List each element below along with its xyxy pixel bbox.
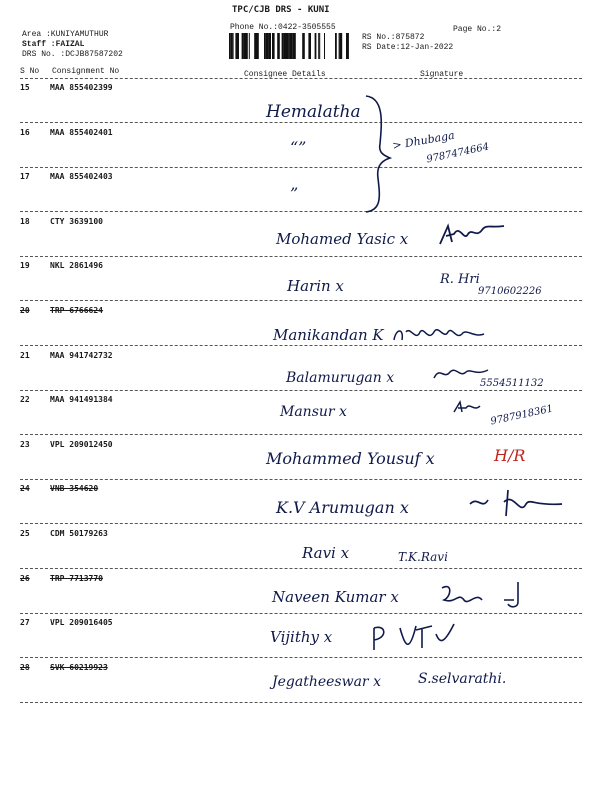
- handwritten-name-26: Naveen Kumar x: [272, 588, 399, 606]
- handwritten-name-25: Ravi x: [302, 544, 350, 562]
- consignment-number: CDM 50179263: [50, 529, 108, 538]
- handwritten-name-20: Manikandan K: [273, 326, 384, 344]
- row-divider: [20, 568, 582, 569]
- consignment-number: MAA 941742732: [50, 350, 113, 360]
- row-divider: [20, 300, 582, 301]
- signature-28: S.selvarathi.: [418, 671, 507, 687]
- consignment-number: TRP 7713770: [50, 573, 103, 583]
- row-divider: [20, 523, 582, 524]
- row-number: 16: [20, 127, 30, 137]
- signature-25: T.K.Ravi: [398, 550, 448, 564]
- consignment-number: MAA 941491384: [50, 395, 113, 405]
- barcode-bar: [233, 33, 234, 59]
- consignment-number: TRP 6766624: [50, 306, 103, 315]
- barcode-bar: [264, 33, 266, 59]
- consignment-number: VPL 209012450: [50, 439, 113, 449]
- handwritten-name-24: K.V Arumugan x: [276, 498, 409, 517]
- area-label: Area :KUNIYAMUTHUR: [22, 30, 109, 39]
- handwritten-ditto-17: ”: [290, 184, 299, 203]
- barcode-bar: [346, 33, 349, 59]
- col-signature: Signature: [420, 70, 464, 79]
- signature-27: [370, 620, 460, 654]
- barcode: [229, 33, 349, 59]
- barcode-bar: [339, 33, 340, 59]
- signature-19: R. Hri: [440, 272, 480, 287]
- barcode-bar: [302, 33, 305, 59]
- barcode-bar: [231, 33, 233, 59]
- row-number: 17: [20, 172, 30, 182]
- col-consignment: Consignment No: [52, 67, 120, 76]
- row-number: 18: [20, 216, 30, 226]
- row-divider: [20, 613, 582, 614]
- consignment-number: MAA 855402401: [50, 127, 113, 137]
- signature-26: [438, 580, 528, 610]
- handwritten-name-23: Mohammed Yousuf x: [266, 449, 435, 468]
- barcode-bar: [256, 33, 257, 59]
- row-number: 27: [20, 618, 30, 628]
- handwritten-name-27: Vijithy x: [270, 628, 333, 646]
- row-number: 25: [20, 529, 30, 538]
- row-number: 28: [20, 662, 30, 672]
- barcode-bar: [229, 33, 231, 59]
- barcode-bar: [272, 33, 275, 59]
- barcode-bar: [257, 33, 259, 59]
- row-number: 20: [20, 306, 30, 315]
- signature-18: [438, 220, 508, 250]
- rs-date: RS Date:12-Jan-2022: [362, 43, 454, 52]
- row-divider: [20, 211, 582, 212]
- row-number: 22: [20, 395, 30, 405]
- col-consignee: Consignee Details: [244, 70, 326, 79]
- row-divider: [20, 345, 582, 346]
- row-divider: [20, 390, 582, 391]
- barcode-bar: [282, 33, 284, 59]
- handwritten-name-21: Balamurugan x: [286, 370, 395, 386]
- row-divider: [20, 122, 582, 123]
- signature-20: [390, 322, 490, 346]
- handwritten-bracket: [362, 92, 392, 214]
- consignment-number: SVK 60219923: [50, 662, 108, 672]
- consignment-number: CTY 3639100: [50, 216, 103, 226]
- handwritten-name-28: Jegatheeswar x: [272, 674, 381, 690]
- rs-number: RS No.:875872: [362, 33, 425, 42]
- consignment-number: VPL 209016405: [50, 618, 113, 628]
- col-sno: S No: [20, 67, 40, 76]
- row-number: 26: [20, 573, 30, 583]
- row-number: 24: [20, 484, 30, 494]
- handwritten-phone-22: 9787918361: [489, 403, 555, 428]
- barcode-bar: [324, 33, 325, 59]
- barcode-bar: [238, 33, 239, 59]
- barcode-bar: [286, 33, 289, 59]
- consignment-number: VNB 354620: [50, 484, 99, 494]
- barcode-bar: [283, 33, 286, 59]
- handwritten-receiver-16: > Dhubaga: [391, 128, 456, 153]
- row-divider: [20, 256, 582, 257]
- barcode-bar: [277, 33, 280, 59]
- barcode-bar: [249, 33, 250, 59]
- barcode-bar: [290, 33, 293, 59]
- signature-22: [452, 400, 482, 416]
- barcode-bar: [254, 33, 256, 59]
- barcode-bar: [319, 33, 320, 59]
- signature-23: H/R: [494, 446, 526, 465]
- barcode-bar: [243, 33, 246, 59]
- row-number: 23: [20, 439, 30, 449]
- drs-number: DRS No. :DCJB87587202: [22, 50, 123, 59]
- consignment-number: MAA 855402399: [50, 83, 113, 92]
- row-number: 21: [20, 350, 30, 360]
- handwritten-name-15: Hemalatha: [266, 102, 361, 122]
- barcode-bar: [294, 33, 296, 59]
- barcode-bar: [340, 33, 343, 59]
- phone-number: Phone No.:0422-3505555: [230, 23, 336, 32]
- handwritten-name-19: Harin x: [287, 277, 344, 295]
- row-divider: [20, 434, 582, 435]
- staff-label: Staff :FAIZAL: [22, 40, 85, 49]
- barcode-bar: [335, 33, 337, 59]
- handwritten-name-22: Mansur x: [280, 404, 347, 420]
- handwritten-phone-21: 5554511132: [480, 378, 544, 389]
- handwritten-name-18: Mohamed Yasic x: [276, 230, 409, 248]
- barcode-bar: [242, 33, 244, 59]
- row-divider: [20, 479, 582, 480]
- barcode-bar: [315, 33, 317, 59]
- document-title: TPC/CJB DRS - KUNI: [232, 5, 330, 15]
- barcode-bar: [318, 33, 319, 59]
- signature-24: [468, 486, 564, 520]
- header-divider: [20, 78, 582, 79]
- handwritten-phone-16: 9787474664: [425, 141, 491, 166]
- consignment-number: MAA 855402403: [50, 172, 113, 182]
- barcode-bar: [268, 33, 271, 59]
- barcode-bar: [308, 33, 311, 59]
- row-divider: [20, 702, 582, 703]
- row-number: 19: [20, 261, 30, 271]
- barcode-bar: [266, 33, 269, 59]
- barcode-bar: [235, 33, 238, 59]
- row-divider: [20, 167, 582, 168]
- consignment-number: NKL 2861496: [50, 261, 103, 271]
- row-divider: [20, 657, 582, 658]
- handwritten-phone-19: 9710602226: [478, 286, 542, 297]
- barcode-bar: [292, 33, 294, 59]
- barcode-bar: [289, 33, 290, 59]
- handwritten-ditto-16: “”: [290, 138, 307, 157]
- barcode-bar: [246, 33, 248, 59]
- row-number: 15: [20, 83, 30, 92]
- page-number: Page No.:2: [453, 25, 502, 34]
